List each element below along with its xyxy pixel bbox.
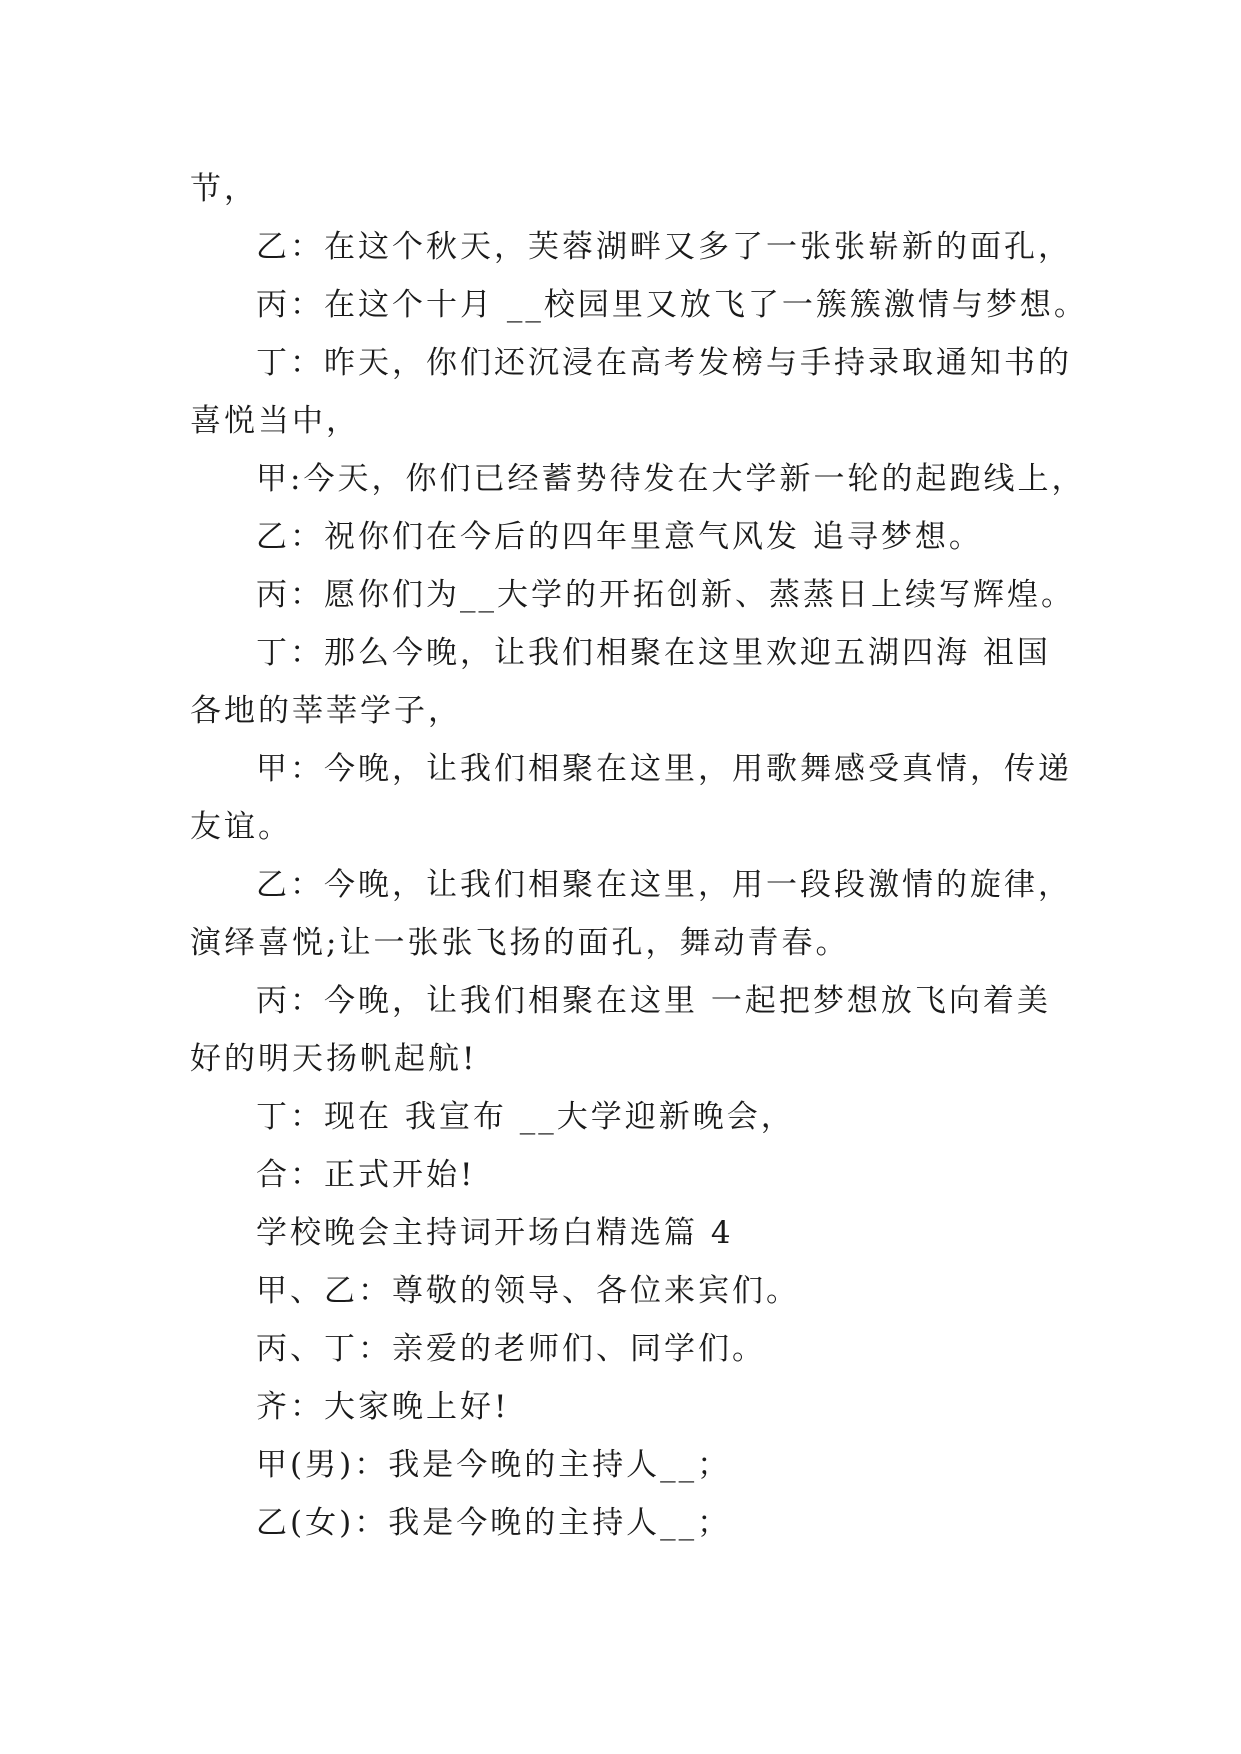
text-line: 各地的莘莘学子， [190,693,462,729]
text-line: 甲(男)：我是今晚的主持人__； [256,1447,732,1483]
text-line: 丁：现在 我宣布 __大学迎新晚会， [256,1099,795,1135]
text-line: 乙：在这个秋天，芙蓉湖畔又多了一张张崭新的面孔， [256,229,1072,265]
text-line: 甲：今晚，让我们相聚在这里，用歌舞感受真情，传递 [256,751,1072,787]
section-heading: 学校晚会主持词开场白精选篇 4 [256,1215,734,1251]
text-line: 甲、乙：尊敬的领导、各位来宾们。 [256,1273,800,1309]
text-line: 乙：今晚，让我们相聚在这里，用一段段激情的旋律， [256,867,1072,903]
text-line: 节， [190,171,258,207]
text-line: 丁：那么今晚，让我们相聚在这里欢迎五湖四海 祖国 [256,635,1051,671]
text-line: 丙：在这个十月 __校园里又放飞了一簇簇激情与梦想。 [256,287,1088,323]
document-body [190,160,1088,1552]
text-line: 丁：昨天，你们还沉浸在高考发榜与手持录取通知书的 [256,345,1072,381]
text-line: 友谊。 [190,809,292,845]
text-line: 丙：愿你们为__大学的开拓创新、蒸蒸日上续写辉煌。 [256,577,1075,613]
text-line: 丙：今晚，让我们相聚在这里 一起把梦想放飞向着美 [256,983,1051,1019]
text-line: 乙：祝你们在今后的四年里意气风发 追寻梦想。 [256,519,983,555]
text-line: 合：正式开始! [256,1157,476,1193]
text-line: 演绎喜悦;让一张张飞扬的面孔，舞动青春。 [190,925,850,961]
text-line: 好的明天扬帆起航! [190,1041,478,1077]
text-line: 齐：大家晚上好! [256,1389,510,1425]
text-line: 乙(女)：我是今晚的主持人__； [256,1505,732,1541]
text-line: 丙、丁：亲爱的老师们、同学们。 [256,1331,766,1367]
text-line: 喜悦当中， [190,403,360,439]
text-line: 甲:今天，你们已经蓄势待发在大学新一轮的起跑线上， [256,461,1086,497]
